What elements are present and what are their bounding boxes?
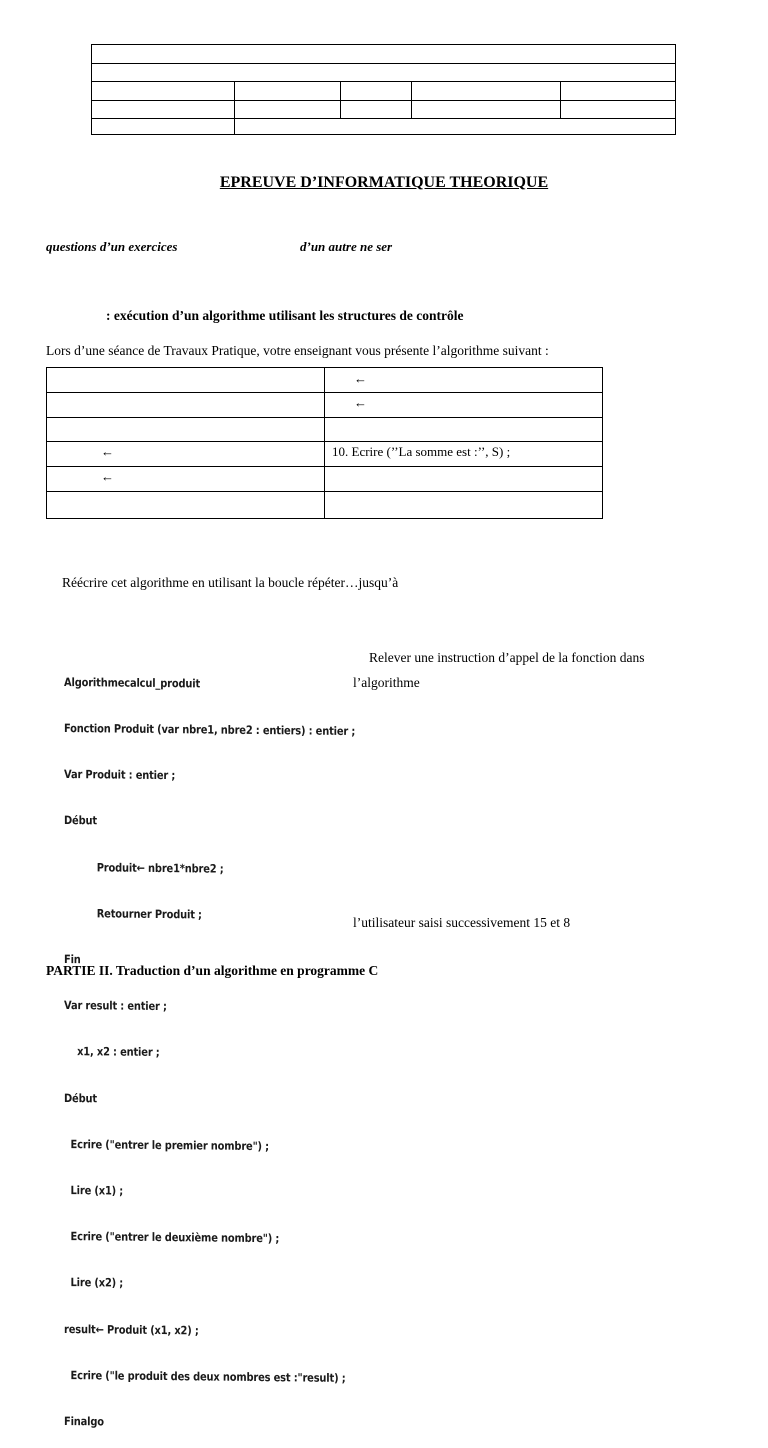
algo-cell-r4-right: 10. Ecrire (’’La somme est :’’, S) ; bbox=[332, 444, 511, 459]
table-col-line bbox=[324, 368, 325, 518]
grid-line bbox=[411, 81, 412, 118]
page-title: EPREUVE D’INFORMATIQUE THEORIQUE bbox=[219, 174, 549, 191]
code-line: Algorithmecalcul_produit bbox=[64, 674, 201, 691]
instruction-left: questions d’un exercices bbox=[46, 239, 178, 254]
code-line: Produit← nbre1*nbre2 ; bbox=[64, 859, 224, 876]
instruction-right: d’un autre ne ser bbox=[300, 239, 393, 254]
code-line: Ecrire ("entrer le premier nombre") ; bbox=[64, 1136, 269, 1153]
grid-line bbox=[92, 63, 675, 64]
algorithm-table bbox=[46, 367, 603, 519]
code-line: Lire (x1) ; bbox=[64, 1183, 124, 1198]
grid-line bbox=[234, 81, 235, 135]
code-line: Début bbox=[64, 1090, 97, 1105]
code-line: x1, x2 : entier ; bbox=[64, 1044, 160, 1060]
code-line: Lire (x2) ; bbox=[64, 1275, 124, 1291]
code-line: Ecrire ("le produit des deux nombres est :"result) ; bbox=[64, 1367, 346, 1385]
code-line: Fonction Produit (var nbre1, nbre2 : entiers) : entier ; bbox=[64, 721, 356, 739]
rewrite-question: Réécrire cet algorithme en utilisant la boucle répéter…jusqu’à bbox=[62, 575, 399, 590]
algo-cell-r5-left: ← bbox=[101, 469, 114, 484]
part1-intro: Lors d’une séance de Travaux Pratique, votre enseignant vous présente l’algorithme suivant : bbox=[46, 343, 549, 358]
grid-line bbox=[340, 81, 341, 118]
code-line: Retourner Produit ; bbox=[64, 905, 202, 922]
part2-heading: PARTIE II. Traduction d’un algorithme en programme C bbox=[46, 963, 379, 978]
part1-subtitle: : exécution d’un algorithme utilisant les structures de contrôle bbox=[106, 308, 464, 323]
algo-cell-r1-right: ← bbox=[354, 371, 367, 386]
user-input-note: l’utilisateur saisi successivement 15 et 8 bbox=[353, 915, 571, 930]
code-line: Var result : entier ; bbox=[64, 998, 167, 1014]
call-question-line2: l’algorithme bbox=[353, 675, 420, 690]
code-line: Ecrire ("entrer le deuxième nombre") ; bbox=[64, 1229, 280, 1246]
algo-cell-r4-left: ← bbox=[101, 444, 114, 459]
grid-line bbox=[92, 81, 675, 82]
code-line: result← Produit (x1, x2) ; bbox=[64, 1321, 199, 1338]
code-line: Var Produit : entier ; bbox=[64, 767, 176, 783]
code-line: Fin bbox=[64, 952, 81, 967]
grid-line bbox=[92, 118, 675, 119]
algo-cell-r2-right: ← bbox=[354, 395, 367, 410]
call-question-line1: Relever une instruction d’appel de la fonction dans bbox=[369, 650, 645, 665]
header-grid bbox=[91, 44, 676, 135]
grid-line bbox=[560, 81, 561, 118]
code-line: Début bbox=[64, 813, 97, 828]
code-line: Finalgo bbox=[64, 1414, 104, 1429]
grid-line bbox=[92, 100, 675, 101]
